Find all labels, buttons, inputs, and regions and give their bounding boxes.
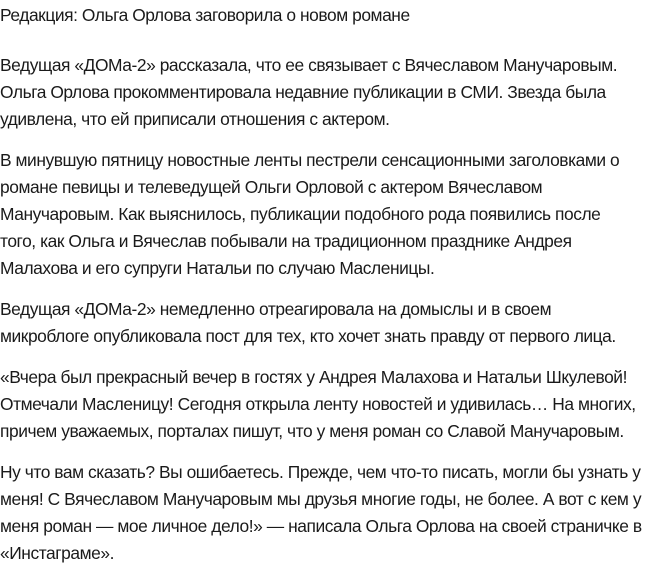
paragraph [0,52,670,133]
text-line: «Вчера был прекрасный вечер в гостях у Андрея Малахова и Натальи Шкулевой! [0,367,627,387]
paragraph [0,459,670,567]
paragraph [0,147,670,282]
text-line: Манучаровым. Как выяснилось, публикации подобного рода появились после [0,204,601,224]
text-line: Ну что вам сказать? Вы ошибаетесь. Прежде, чем что-то писать, могли бы узнать у [0,462,641,482]
text-line: Отмечали Масленицу! Сегодня открыла ленту новостей и удивилась… На многих, [0,394,636,414]
text-line: меня роман — мое личное дело!» — написала Ольга Орлова на своей страничке в [0,516,642,536]
text-line: того, как Ольга и Вячеслав побывали на традиционном празднике Андрея [0,231,572,251]
text-line: Ведущая «ДОМа-2» рассказала, что ее связывает с Вячеславом Манучаровым. [0,55,618,75]
text-line: удивлена, что ей приписали отношения с актером. [0,109,390,129]
article-body [0,52,670,567]
text-line: «Инстаграме». [0,543,114,563]
text-line: Малахова и его супруги Натальи по случаю Масленицы. [0,258,435,278]
text-line: романе певицы и телеведущей Ольги Орловой с актером Вячеславом [0,177,543,197]
text-line: микроблоге опубликовала пост для тех, кто хочет знать правду от первого лица. [0,326,616,346]
text-line: Ведущая «ДОМа-2» немедленно отреагировала на домыслы и в своем [0,299,552,319]
paragraph [0,296,670,350]
text-line: В минувшую пятницу новостные ленты пестрели сенсационными заголовками о [0,150,620,170]
text-line: причем уважаемых, порталах пишут, что у меня роман со Славой Манучаровым. [0,421,624,441]
text-line: Ольга Орлова прокомментировала недавние публикации в СМИ. Звезда была [0,82,606,102]
text-line: меня! С Вячеславом Манучаровым мы друзья многие годы, не более. А вот с кем у [0,489,642,509]
article-title: Редакция: Ольга Орлова заговорила о новом романе [0,5,410,25]
paragraph [0,364,670,445]
